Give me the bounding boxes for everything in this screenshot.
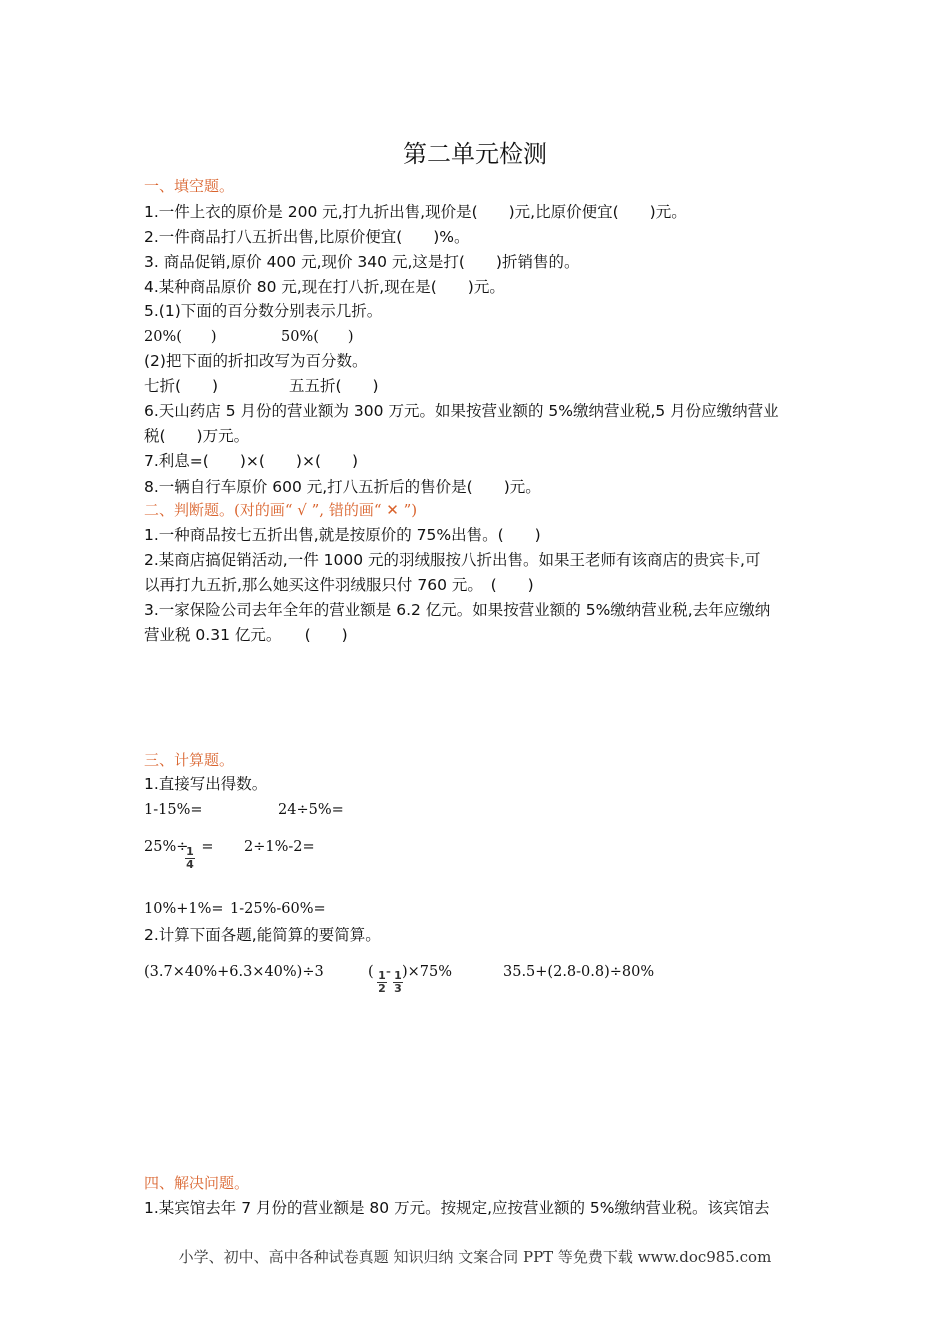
expr-2: 24÷5%= — [278, 802, 344, 818]
s2-question-3-line-1: 3.一家保险公司去年全年的营业额是 6.2 亿元。如果按营业额的 5%缴纳营业税,去年应缴纳 — [144, 601, 771, 619]
expr-3-text: 25%÷ — [144, 839, 189, 855]
section-2-heading: 二、判断题。(对的画“ √ ”, 错的画“ ✕ ”) — [144, 501, 418, 519]
footer-ad-text: 小学、初中、高中各种试卷真题 知识归纳 文案合同 PPT 等免费下载 www.doc985.com — [178, 1248, 772, 1266]
s2-question-2-line-2: 以再打九五折,那么她买这件羽绒服只付 760 元。 ( ) — [144, 576, 534, 594]
s1-question-7: 7.利息=( )×( )×( ) — [144, 452, 359, 470]
fraction-numerator: 1 — [394, 969, 402, 982]
s1-question-4: 4.某种商品原价 80 元,现在打八折,现在是( )元。 — [144, 278, 505, 296]
s1-q5-item-b: 50%( ) — [281, 329, 354, 345]
calc-3: 35.5+(2.8-0.8)÷80% — [503, 964, 655, 980]
expr-5: 10%+1%= — [144, 901, 224, 917]
section-1-heading: 一、填空题。 — [144, 177, 235, 195]
calc-2 — [368, 962, 374, 982]
s1-q5-item-d: 五五折( ) — [289, 377, 379, 395]
section-3-heading: 三、计算题。 — [144, 751, 235, 769]
s1-question-2: 2.一件商品打八五折出售,比原价便宜( )%。 — [144, 228, 470, 246]
calc-2-minus: - — [386, 964, 391, 980]
s2-question-1: 1.一种商品按七五折出售,就是按原价的 75%出售。( ) — [144, 526, 541, 544]
s4-question-1: 1.某宾馆去年 7 月份的营业额是 80 万元。按规定,应按营业额的 5%缴纳营业税。该宾馆去 — [144, 1199, 770, 1217]
s1-q5-item-c: 七折( ) — [144, 377, 219, 395]
s1-question-3: 3. 商品促销,原价 400 元,现价 340 元,这是打( )折销售的。 — [144, 253, 580, 271]
s1-question-5: 5.(1)下面的百分数分别表示几折。 — [144, 302, 383, 320]
fraction-denominator: 4 — [186, 858, 194, 871]
s1-question-8: 8.一辆自行车原价 600 元,打八五折后的售价是( )元。 — [144, 478, 541, 496]
s3-question-1: 1.直接写出得数。 — [144, 775, 268, 793]
fraction-denominator: 2 — [378, 982, 386, 995]
s1-question-6-line-2: 税( )万元。 — [144, 427, 250, 445]
calc-1: (3.7×40%+6.3×40%)÷3 — [144, 964, 324, 980]
section-4-heading: 四、解决问题。 — [144, 1174, 250, 1192]
calc-2-close: )×75% — [402, 964, 453, 980]
fraction-one-quarter — [185, 846, 195, 871]
fraction-numerator: 1 — [378, 969, 386, 982]
s2-question-2-line-1: 2.某商店搞促销活动,一件 1000 元的羽绒服按八折出售。如果王老师有该商店的贵宾卡,可 — [144, 551, 761, 569]
expr-4: 2÷1%-2= — [244, 839, 315, 855]
s1-question-6-line-1: 6.天山药店 5 月份的营业额为 300 万元。如果按营业额的 5%缴纳营业税,5 月份应缴纳营业 — [144, 402, 779, 420]
s1-q5-part-2: (2)把下面的折扣改写为百分数。 — [144, 352, 368, 370]
fraction-numerator: 1 — [186, 845, 194, 858]
calc-2-open: ( — [368, 964, 374, 980]
fraction-denominator: 3 — [394, 982, 402, 995]
expr-3-equals: = — [201, 839, 214, 855]
s1-q5-item-a: 20%( ) — [144, 329, 217, 345]
page-title: 第二单元检测 — [403, 140, 547, 168]
s3-question-2: 2.计算下面各题,能简算的要简算。 — [144, 926, 381, 944]
expr-3 — [144, 837, 214, 857]
s2-question-3-line-2: 营业税 0.31 亿元。 ( ) — [144, 626, 348, 644]
expr-6: 1-25%-60%= — [230, 901, 326, 917]
expr-1: 1-15%= — [144, 802, 203, 818]
s1-question-1: 1.一件上衣的原价是 200 元,打九折出售,现价是( )元,比原价便宜( )元。 — [144, 203, 687, 221]
